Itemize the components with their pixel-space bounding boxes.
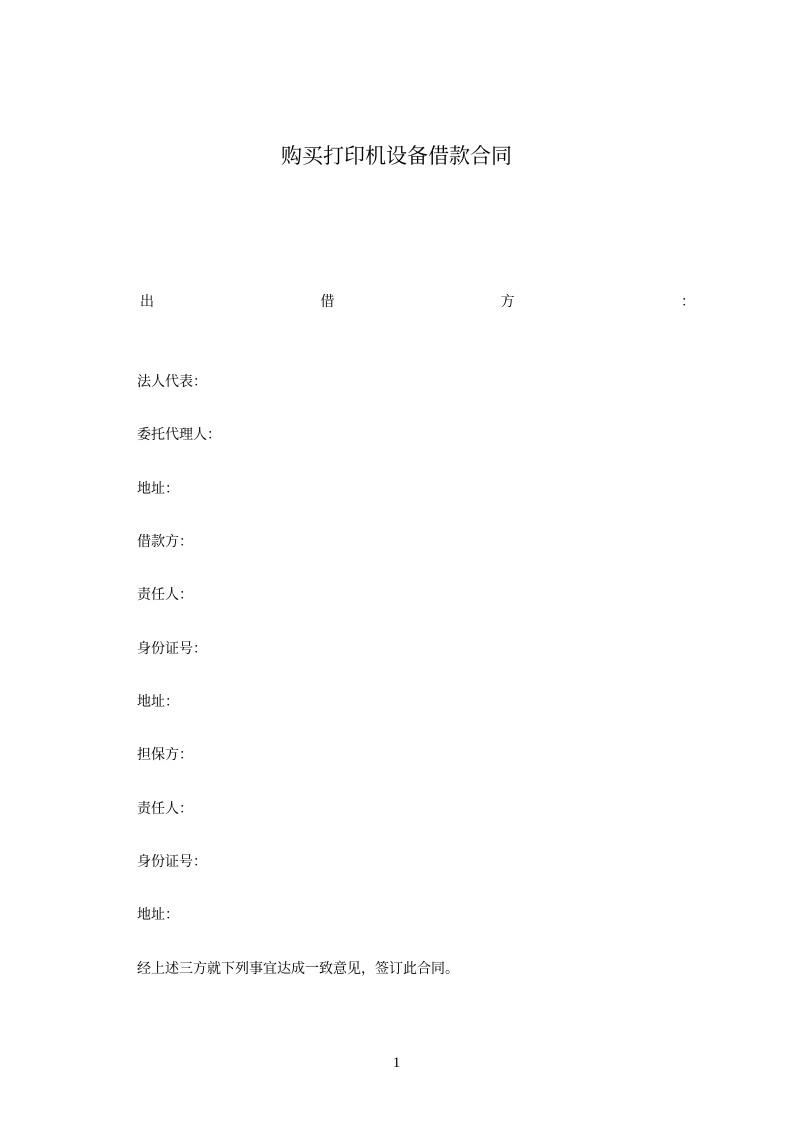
field-borrower: 借款方：: [137, 534, 193, 550]
lender-heading-char: 借: [320, 294, 335, 310]
field-guarantor-address: 地址：: [137, 907, 179, 923]
lender-heading: [140, 291, 695, 311]
field-guarantor-id-number: 身份证号：: [137, 854, 207, 870]
field-borrower-id-number: 身份证号：: [137, 641, 207, 657]
lender-heading-char: 方: [500, 294, 515, 310]
field-authorized-agent: 委托代理人：: [137, 427, 221, 443]
field-legal-representative: 法人代表：: [137, 374, 207, 390]
field-guarantor-responsible-person: 责任人：: [137, 801, 193, 817]
page-number: 1: [392, 1055, 401, 1071]
closing-sentence: 经上述三方就下列事宜达成一致意见，签订此合同。: [137, 961, 459, 977]
field-borrower-address: 地址：: [137, 694, 179, 710]
field-guarantor: 担保方：: [137, 747, 193, 763]
field-borrower-responsible-person: 责任人：: [137, 587, 193, 603]
lender-heading-char: 出: [140, 294, 154, 310]
field-lender-address: 地址：: [137, 481, 179, 497]
document-title: 购买打印机设备借款合同: [281, 144, 512, 168]
lender-heading-char: ：: [680, 294, 695, 310]
